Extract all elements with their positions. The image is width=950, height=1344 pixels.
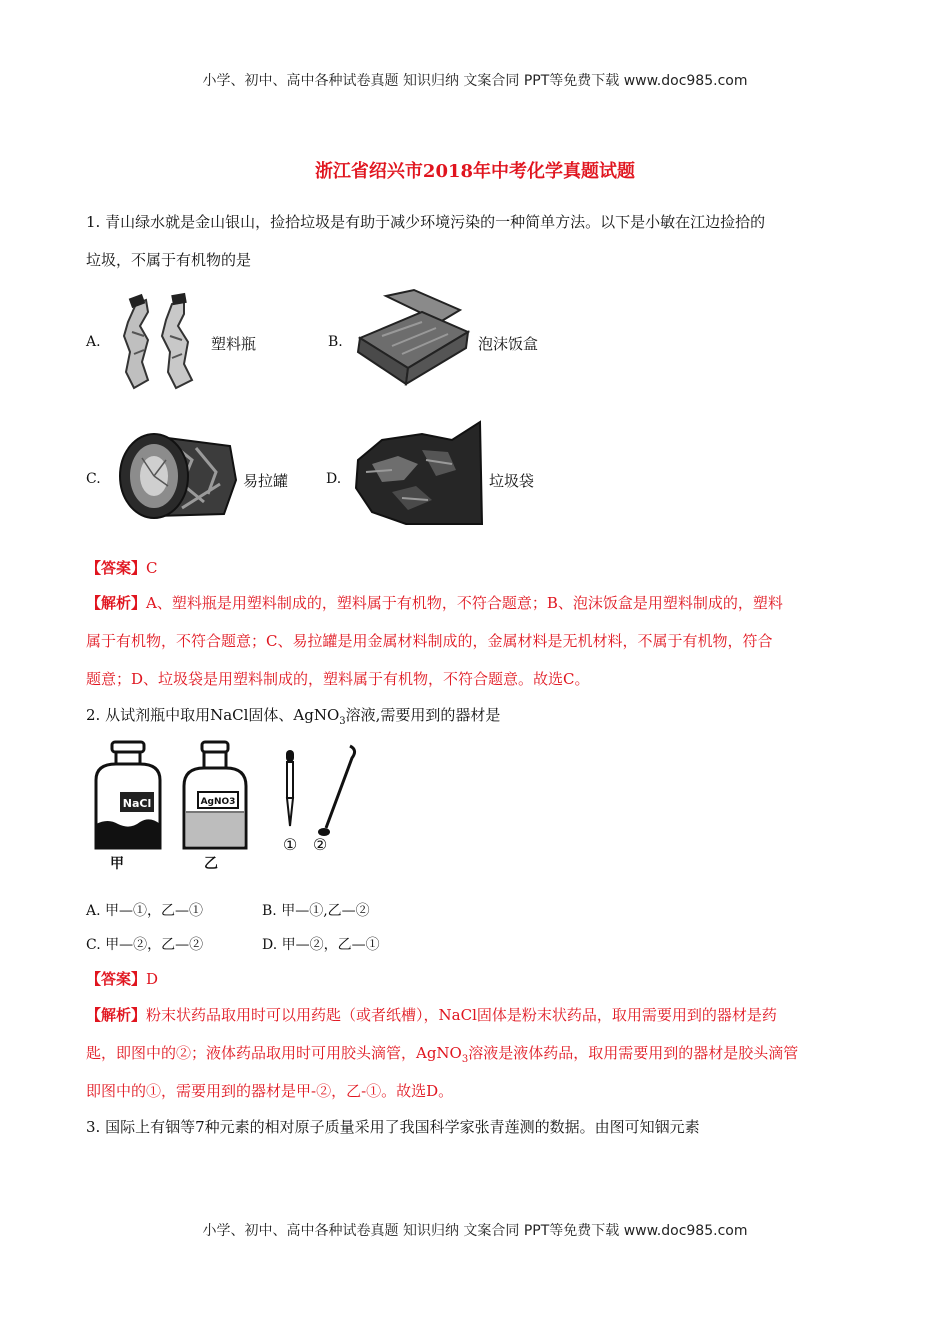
q2-analysis-line3: 即图中的①，需要用到的器材是甲-②，乙-①。故选D。 [86, 1082, 454, 1100]
q3-stem: 3. 国际上有铟等7种元素的相对原子质量采用了我国科学家张青莲测的数据。由图可知铟元素 [86, 1118, 700, 1136]
q1-option-c-caption: 易拉罐 [243, 472, 289, 490]
q2-analysis-line2-post: 溶液是液体药品，取用需要用到的器材是胶头滴管 [468, 1044, 799, 1062]
q2-analysis-line2 [86, 1042, 798, 1065]
q2-answer-tag: 【答案】 [86, 970, 147, 988]
q1-option-d-letter: D. [326, 471, 342, 487]
q2-analysis-line1 [86, 1004, 777, 1025]
q2-option-d: D. 甲—②，乙—① [262, 937, 380, 953]
garbage-bag-image [352, 420, 484, 524]
q2-stem-pre: 2. 从试剂瓶中取用NaCl固体、AgNO [86, 706, 340, 724]
q2-option-b: B. 甲—①,乙—② [262, 903, 370, 919]
q1-analysis-line1 [86, 592, 783, 613]
spatula-icon [313, 746, 355, 854]
bottle-jia-label: NaCl [122, 797, 152, 810]
q1-option-b-letter: B. [328, 334, 343, 350]
q2-analysis-line2-pre: 匙，即图中的②；液体药品取用时可用胶头滴管，AgNO [86, 1044, 462, 1062]
q1-answer-tag: 【答案】 [86, 559, 147, 577]
bottle-yi-label: AgNO3 [200, 797, 236, 807]
page-title: 浙江省绍兴市2018年中考化学真题试题 [314, 161, 636, 182]
q1-analysis-line3: 题意；D、垃圾袋是用塑料制成的，塑料属于有机物，不符合题意。故选C。 [86, 670, 590, 688]
bottle-jia-name: 甲 [110, 856, 124, 872]
q1-analysis-line2: 属于有机物，不符合题意；C、易拉罐是用金属材料制成的，金属材料是无机材料，不属于有机物，符合 [86, 632, 773, 650]
q1-stem-line1: 1. 青山绿水就是金山银山，捡拾垃圾是有助于减少环境污染的一种简单方法。以下是小敏在江边捡拾的 [86, 213, 766, 231]
tool-1-label: ① [282, 835, 298, 854]
soda-can-image [112, 424, 238, 524]
q2-analysis-tag: 【解析】 [86, 1006, 147, 1024]
q1-answer-value: C [146, 559, 158, 577]
bottle-yi-name: 乙 [204, 856, 218, 872]
q2-analysis-text1: 粉末状药品取用时可以用药匙（或者纸槽），NaCl固体是粉末状药品，取用需要用到的器材是药 [146, 1006, 777, 1024]
bottle-yi [184, 742, 246, 872]
q2-answer-value: D [146, 970, 159, 988]
reagent-bottles-figure [88, 740, 368, 872]
q1-option-a-caption: 塑料瓶 [211, 335, 257, 353]
q2-stem-post: 溶液,需要用到的器材是 [345, 706, 501, 724]
q1-option-a-letter: A. [86, 334, 101, 350]
q2-option-c: C. 甲—②，乙—② [86, 937, 204, 953]
foam-lunchbox-image [352, 288, 472, 388]
page-footer: 小学、初中、高中各种试卷真题 知识归纳 文案合同 PPT等免费下载 www.doc985.com [202, 1223, 748, 1239]
q2-stem [86, 704, 500, 727]
dropper-icon [283, 750, 297, 854]
q1-option-c-letter: C. [86, 471, 101, 487]
plastic-bottles-image [118, 292, 208, 392]
q2-stem-sub: 3 [339, 716, 346, 727]
q2-analysis-line2-sub: 3 [461, 1054, 469, 1065]
q1-answer [86, 557, 158, 578]
q2-option-a: A. 甲—①，乙—① [86, 903, 204, 919]
page-header: 小学、初中、高中各种试卷真题 知识归纳 文案合同 PPT等免费下载 www.doc985.com [202, 73, 748, 89]
q1-option-d-caption: 垃圾袋 [489, 472, 535, 490]
q1-stem-line2: 垃圾，不属于有机物的是 [86, 251, 252, 269]
bottle-jia [96, 742, 160, 872]
q1-option-b-caption: 泡沫饭盒 [478, 335, 539, 353]
q1-analysis-text1: A、塑料瓶是用塑料制成的，塑料属于有机物，不符合题意；B、泡沫饭盒是用塑料制成的，塑料 [146, 594, 783, 612]
q1-analysis-tag: 【解析】 [86, 594, 147, 612]
q2-answer [86, 968, 158, 989]
tool-2-label: ② [312, 835, 328, 854]
